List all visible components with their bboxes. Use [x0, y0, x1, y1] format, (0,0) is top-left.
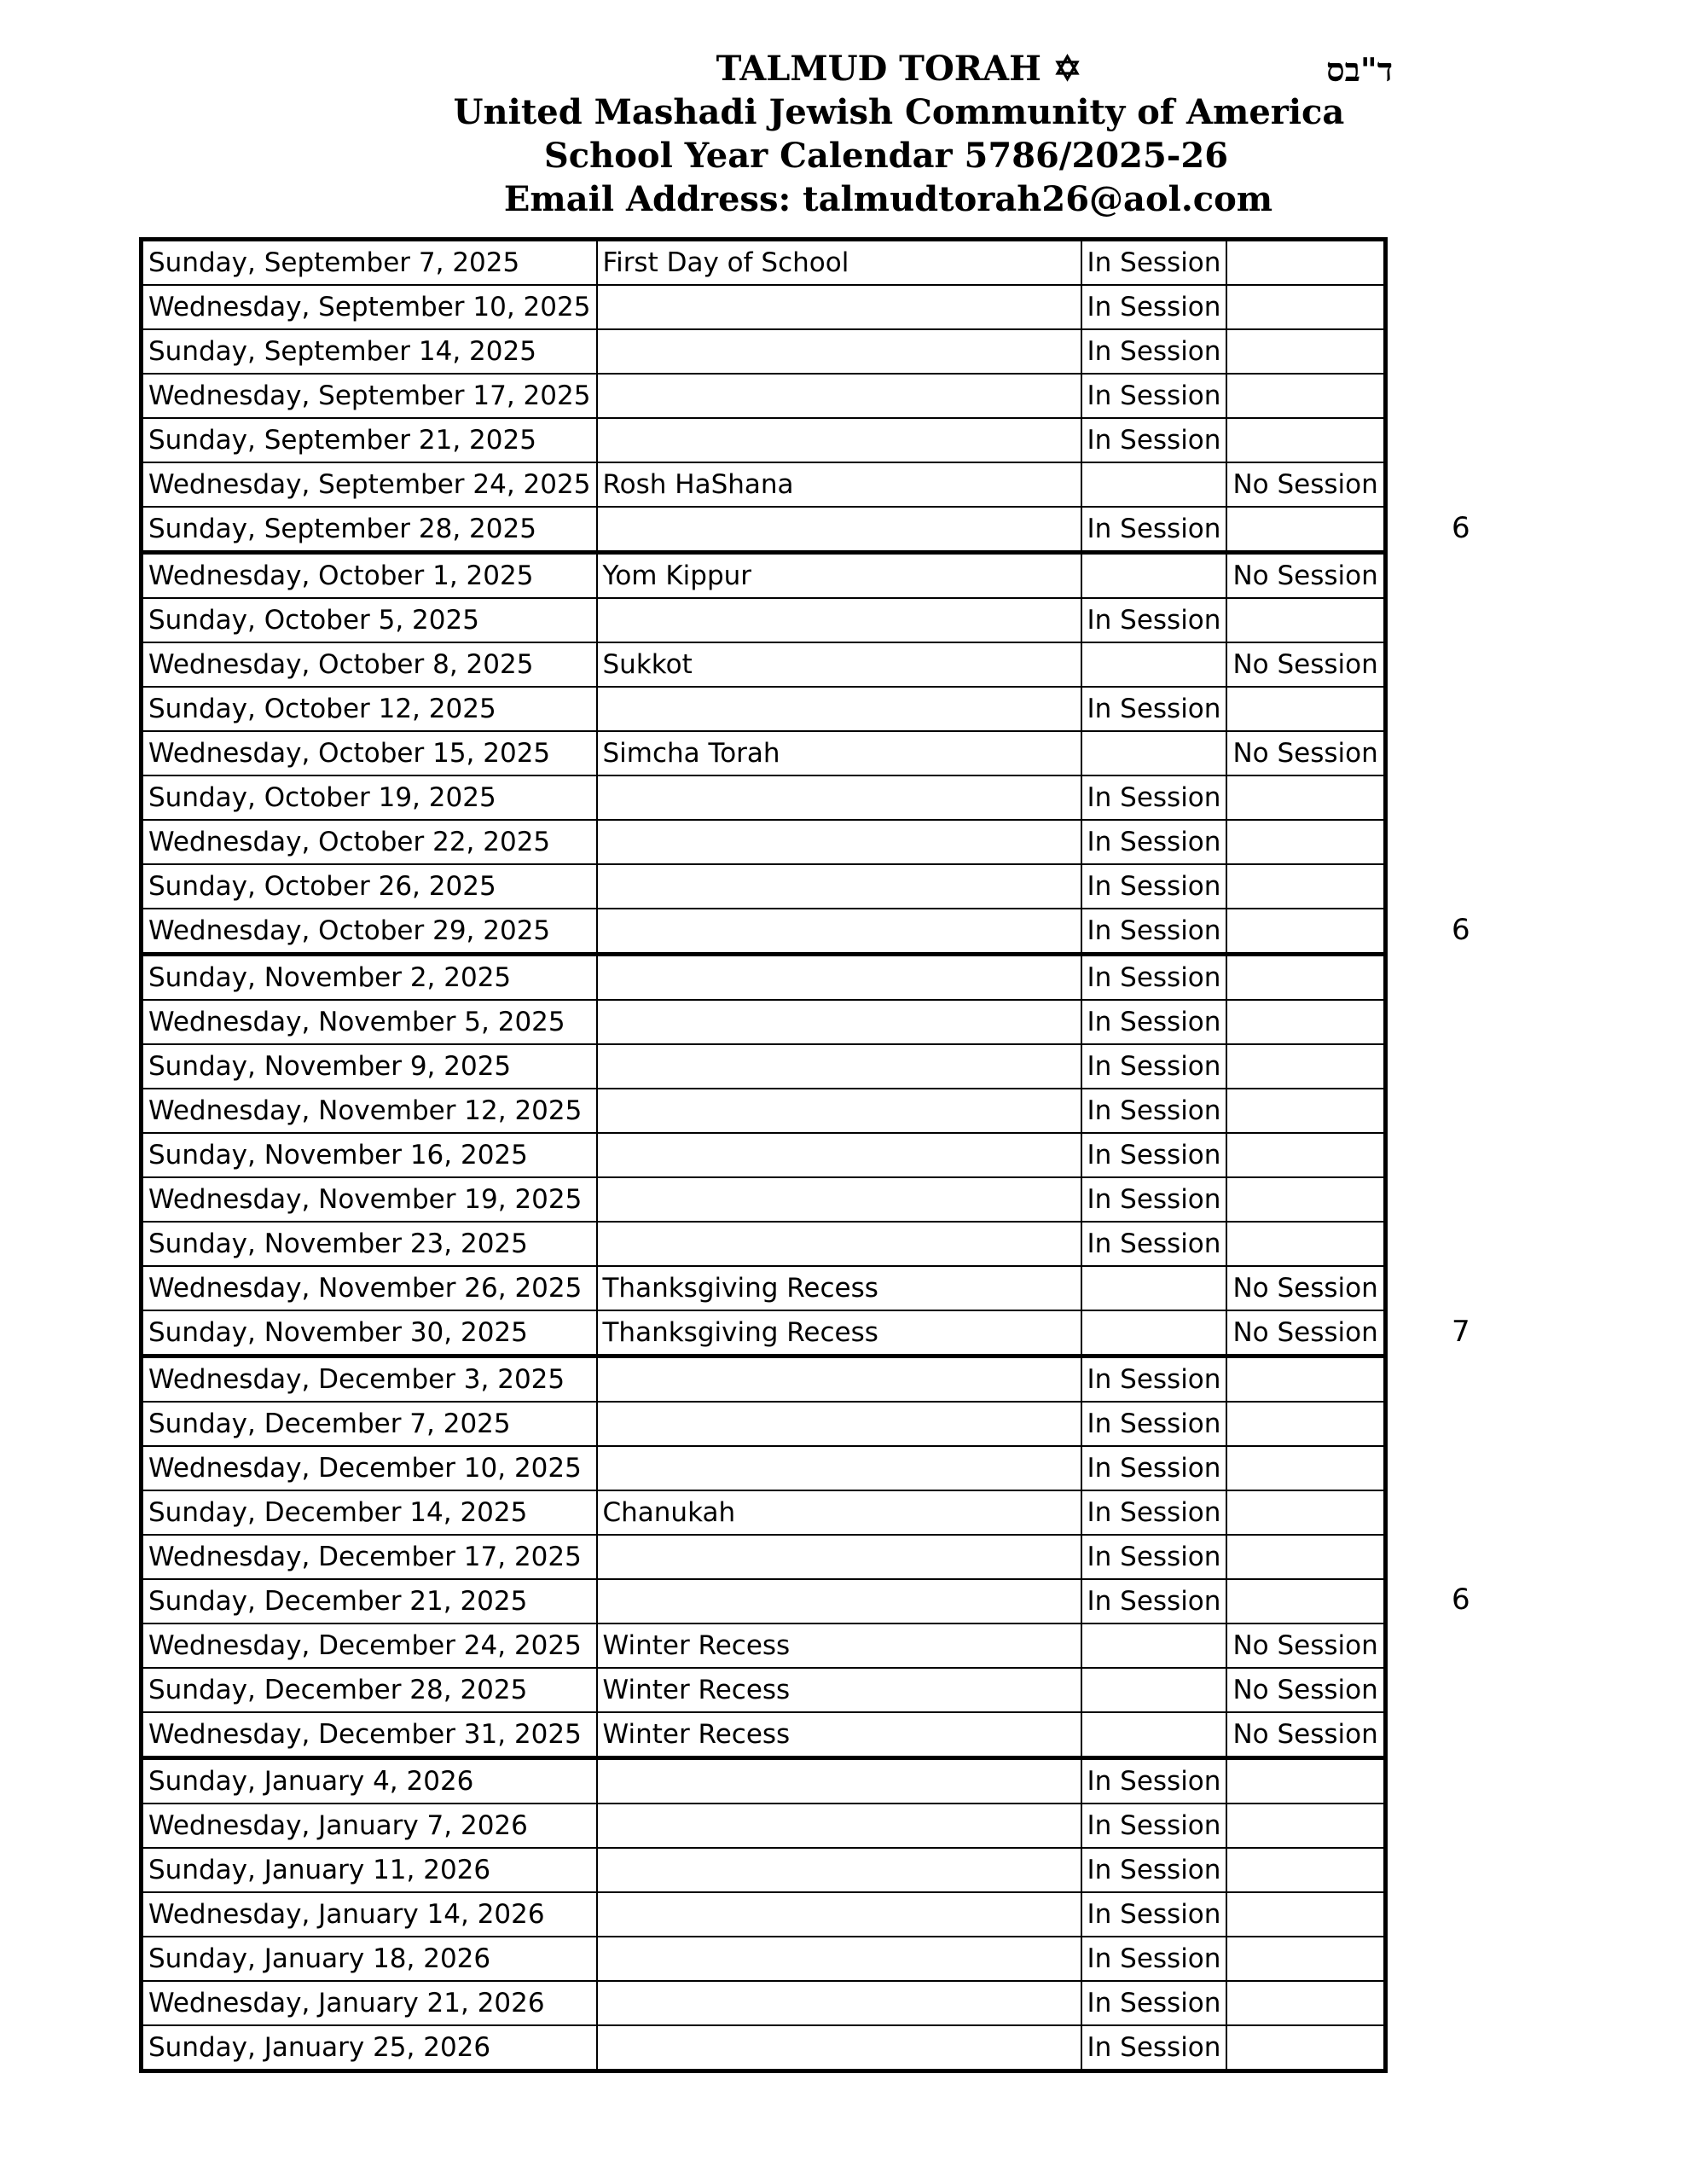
- in-session-cell: In Session: [1081, 1848, 1227, 1892]
- event-cell: [597, 507, 1081, 553]
- no-session-cell: No Session: [1226, 462, 1385, 507]
- event-cell: Sukkot: [597, 642, 1081, 687]
- date-cell: Sunday, November 30, 2025: [142, 1310, 597, 1356]
- calendar-row: [142, 955, 1386, 1001]
- in-session-cell: [1081, 1712, 1227, 1758]
- no-session-cell: [1226, 240, 1385, 286]
- calendar-row: [142, 1848, 1386, 1892]
- no-session-cell: [1226, 1937, 1385, 1981]
- in-session-cell: [1081, 1310, 1227, 1356]
- event-cell: [597, 687, 1081, 731]
- in-session-cell: In Session: [1081, 598, 1227, 642]
- calendar-row: [142, 687, 1386, 731]
- calendar-row: [142, 820, 1386, 864]
- date-cell: Wednesday, October 22, 2025: [142, 820, 597, 864]
- no-session-cell: [1226, 864, 1385, 909]
- date-cell: Sunday, December 28, 2025: [142, 1668, 597, 1712]
- event-cell: [597, 598, 1081, 642]
- no-session-cell: [1226, 1490, 1385, 1535]
- month-session-count: 6: [1452, 912, 1470, 947]
- no-session-cell: [1226, 1089, 1385, 1133]
- event-cell: [597, 1000, 1081, 1044]
- no-session-cell: [1226, 1044, 1385, 1089]
- date-cell: Sunday, January 25, 2026: [142, 2025, 597, 2071]
- in-session-cell: In Session: [1081, 1000, 1227, 1044]
- date-cell: Sunday, September 28, 2025: [142, 507, 597, 553]
- no-session-cell: No Session: [1226, 1266, 1385, 1310]
- in-session-cell: In Session: [1081, 1758, 1227, 1804]
- calendar-row: [142, 2025, 1386, 2071]
- no-session-cell: [1226, 1000, 1385, 1044]
- no-session-cell: [1226, 2025, 1385, 2071]
- event-cell: Thanksgiving Recess: [597, 1266, 1081, 1310]
- calendar-table: [139, 237, 1388, 2073]
- calendar-row: [142, 1222, 1386, 1266]
- calendar-row: [142, 1712, 1386, 1758]
- date-cell: Wednesday, September 24, 2025: [142, 462, 597, 507]
- no-session-cell: [1226, 418, 1385, 462]
- calendar-row: [142, 1402, 1386, 1446]
- in-session-cell: In Session: [1081, 1490, 1227, 1535]
- month-session-count: 7: [1452, 1314, 1470, 1349]
- in-session-cell: In Session: [1081, 909, 1227, 955]
- in-session-cell: In Session: [1081, 1044, 1227, 1089]
- in-session-cell: In Session: [1081, 1937, 1227, 1981]
- date-cell: Sunday, November 2, 2025: [142, 955, 597, 1001]
- in-session-cell: In Session: [1081, 1892, 1227, 1937]
- in-session-cell: [1081, 642, 1227, 687]
- document-header: [0, 47, 1687, 221]
- in-session-cell: In Session: [1081, 418, 1227, 462]
- date-cell: Sunday, December 14, 2025: [142, 1490, 597, 1535]
- event-cell: [597, 775, 1081, 820]
- calendar-row: [142, 731, 1386, 775]
- date-cell: Sunday, January 11, 2026: [142, 1848, 597, 1892]
- calendar-row: [142, 507, 1386, 553]
- no-session-cell: No Session: [1226, 731, 1385, 775]
- date-cell: Wednesday, December 10, 2025: [142, 1446, 597, 1490]
- calendar-row: [142, 553, 1386, 599]
- calendar-row: [142, 1310, 1386, 1356]
- in-session-cell: In Session: [1081, 2025, 1227, 2071]
- calendar-row: [142, 1133, 1386, 1177]
- in-session-cell: In Session: [1081, 329, 1227, 374]
- month-session-count: 6: [1452, 510, 1470, 545]
- event-cell: [597, 1177, 1081, 1222]
- in-session-cell: In Session: [1081, 285, 1227, 329]
- date-cell: Wednesday, December 31, 2025: [142, 1712, 597, 1758]
- in-session-cell: In Session: [1081, 775, 1227, 820]
- calendar-row: [142, 1535, 1386, 1579]
- event-cell: [597, 1848, 1081, 1892]
- event-cell: [597, 1356, 1081, 1403]
- organization-name: United Mashadi Jewish Community of America: [453, 92, 1345, 132]
- date-cell: Wednesday, January 14, 2026: [142, 1892, 597, 1937]
- calendar-row: [142, 1981, 1386, 2025]
- date-cell: Wednesday, January 7, 2026: [142, 1804, 597, 1848]
- calendar-row: [142, 1937, 1386, 1981]
- no-session-cell: [1226, 775, 1385, 820]
- date-cell: Wednesday, November 12, 2025: [142, 1089, 597, 1133]
- date-cell: Wednesday, December 3, 2025: [142, 1356, 597, 1403]
- calendar-row: [142, 285, 1386, 329]
- event-cell: [597, 374, 1081, 418]
- event-cell: [597, 820, 1081, 864]
- in-session-cell: In Session: [1081, 1446, 1227, 1490]
- event-cell: [597, 909, 1081, 955]
- date-cell: Wednesday, September 10, 2025: [142, 285, 597, 329]
- event-cell: [597, 329, 1081, 374]
- calendar-row: [142, 598, 1386, 642]
- no-session-cell: [1226, 1848, 1385, 1892]
- event-cell: [597, 1937, 1081, 1981]
- in-session-cell: In Session: [1081, 1804, 1227, 1848]
- no-session-cell: [1226, 1133, 1385, 1177]
- calendar-row: [142, 329, 1386, 374]
- in-session-cell: In Session: [1081, 1222, 1227, 1266]
- event-cell: [597, 864, 1081, 909]
- calendar-row: [142, 240, 1386, 286]
- in-session-cell: In Session: [1081, 864, 1227, 909]
- date-cell: Wednesday, October 15, 2025: [142, 731, 597, 775]
- no-session-cell: [1226, 820, 1385, 864]
- calendar-row: [142, 1490, 1386, 1535]
- event-cell: [597, 418, 1081, 462]
- event-cell: [597, 1222, 1081, 1266]
- no-session-cell: [1226, 1356, 1385, 1403]
- calendar-row: [142, 909, 1386, 955]
- date-cell: Sunday, December 7, 2025: [142, 1402, 597, 1446]
- calendar-row: [142, 864, 1386, 909]
- event-cell: [597, 1133, 1081, 1177]
- hebrew-heading: ד"בס: [1326, 50, 1394, 89]
- no-session-cell: [1226, 1222, 1385, 1266]
- date-cell: Wednesday, October 29, 2025: [142, 909, 597, 955]
- calendar-row: [142, 642, 1386, 687]
- no-session-cell: No Session: [1226, 1310, 1385, 1356]
- no-session-cell: [1226, 285, 1385, 329]
- date-cell: Wednesday, November 26, 2025: [142, 1266, 597, 1310]
- date-cell: Wednesday, October 8, 2025: [142, 642, 597, 687]
- no-session-cell: [1226, 507, 1385, 553]
- in-session-cell: In Session: [1081, 1177, 1227, 1222]
- no-session-cell: [1226, 1579, 1385, 1623]
- event-cell: Thanksgiving Recess: [597, 1310, 1081, 1356]
- in-session-cell: In Session: [1081, 374, 1227, 418]
- no-session-cell: [1226, 1535, 1385, 1579]
- no-session-cell: [1226, 687, 1385, 731]
- date-cell: Wednesday, November 5, 2025: [142, 1000, 597, 1044]
- month-session-count: 6: [1452, 1583, 1470, 1617]
- in-session-cell: [1081, 1668, 1227, 1712]
- event-cell: Rosh HaShana: [597, 462, 1081, 507]
- calendar-title: School Year Calendar 5786/2025-26: [543, 136, 1229, 176]
- calendar-row: [142, 1579, 1386, 1623]
- in-session-cell: In Session: [1081, 1981, 1227, 2025]
- in-session-cell: [1081, 1266, 1227, 1310]
- date-cell: Wednesday, January 21, 2026: [142, 1981, 597, 2025]
- no-session-cell: No Session: [1226, 1668, 1385, 1712]
- calendar-row: [142, 1044, 1386, 1089]
- no-session-cell: [1226, 598, 1385, 642]
- no-session-cell: No Session: [1226, 1623, 1385, 1668]
- no-session-cell: [1226, 374, 1385, 418]
- event-cell: [597, 1089, 1081, 1133]
- calendar-row: [142, 1804, 1386, 1848]
- date-cell: Wednesday, October 1, 2025: [142, 553, 597, 599]
- no-session-cell: [1226, 1981, 1385, 2025]
- date-cell: Sunday, September 21, 2025: [142, 418, 597, 462]
- event-cell: Simcha Torah: [597, 731, 1081, 775]
- calendar-row: [142, 1668, 1386, 1712]
- calendar-row: [142, 1356, 1386, 1403]
- date-cell: Sunday, January 18, 2026: [142, 1937, 597, 1981]
- event-cell: [597, 1535, 1081, 1579]
- in-session-cell: In Session: [1081, 1579, 1227, 1623]
- event-cell: [597, 1892, 1081, 1937]
- date-cell: Wednesday, December 17, 2025: [142, 1535, 597, 1579]
- in-session-cell: [1081, 553, 1227, 599]
- no-session-cell: [1226, 1402, 1385, 1446]
- in-session-cell: [1081, 731, 1227, 775]
- in-session-cell: In Session: [1081, 820, 1227, 864]
- email-address: Email Address: talmudtorah26@aol.com: [503, 179, 1273, 219]
- calendar-row: [142, 374, 1386, 418]
- no-session-cell: [1226, 1758, 1385, 1804]
- date-cell: Wednesday, November 19, 2025: [142, 1177, 597, 1222]
- school-title: TALMUD TORAH ✡: [716, 49, 1082, 89]
- date-cell: Wednesday, December 24, 2025: [142, 1623, 597, 1668]
- date-cell: Sunday, October 5, 2025: [142, 598, 597, 642]
- event-cell: Winter Recess: [597, 1623, 1081, 1668]
- in-session-cell: In Session: [1081, 1133, 1227, 1177]
- event-cell: First Day of School: [597, 240, 1081, 286]
- no-session-cell: [1226, 1446, 1385, 1490]
- event-cell: [597, 1981, 1081, 2025]
- calendar-row: [142, 1892, 1386, 1937]
- event-cell: [597, 1402, 1081, 1446]
- no-session-cell: [1226, 955, 1385, 1001]
- in-session-cell: In Session: [1081, 1089, 1227, 1133]
- no-session-cell: No Session: [1226, 1712, 1385, 1758]
- no-session-cell: No Session: [1226, 642, 1385, 687]
- date-cell: Sunday, September 7, 2025: [142, 240, 597, 286]
- in-session-cell: In Session: [1081, 240, 1227, 286]
- in-session-cell: In Session: [1081, 1356, 1227, 1403]
- event-cell: Winter Recess: [597, 1668, 1081, 1712]
- calendar-row: [142, 1000, 1386, 1044]
- event-cell: Yom Kippur: [597, 553, 1081, 599]
- no-session-cell: [1226, 329, 1385, 374]
- no-session-cell: [1226, 1892, 1385, 1937]
- event-cell: [597, 1579, 1081, 1623]
- in-session-cell: In Session: [1081, 955, 1227, 1001]
- date-cell: Wednesday, September 17, 2025: [142, 374, 597, 418]
- event-cell: Winter Recess: [597, 1712, 1081, 1758]
- event-cell: [597, 1446, 1081, 1490]
- calendar-row: [142, 418, 1386, 462]
- date-cell: Sunday, October 26, 2025: [142, 864, 597, 909]
- no-session-cell: [1226, 1177, 1385, 1222]
- no-session-cell: [1226, 909, 1385, 955]
- event-cell: [597, 2025, 1081, 2071]
- calendar-row: [142, 1089, 1386, 1133]
- calendar-row: [142, 1177, 1386, 1222]
- no-session-cell: No Session: [1226, 553, 1385, 599]
- calendar-row: [142, 1758, 1386, 1804]
- in-session-cell: In Session: [1081, 1402, 1227, 1446]
- calendar-row: [142, 462, 1386, 507]
- event-cell: [597, 1044, 1081, 1089]
- in-session-cell: In Session: [1081, 687, 1227, 731]
- in-session-cell: In Session: [1081, 507, 1227, 553]
- calendar-row: [142, 775, 1386, 820]
- event-cell: [597, 1758, 1081, 1804]
- calendar-row: [142, 1266, 1386, 1310]
- event-cell: [597, 285, 1081, 329]
- date-cell: Sunday, September 14, 2025: [142, 329, 597, 374]
- date-cell: Sunday, December 21, 2025: [142, 1579, 597, 1623]
- date-cell: Sunday, January 4, 2026: [142, 1758, 597, 1804]
- calendar-body: [142, 240, 1386, 2071]
- date-cell: Sunday, October 19, 2025: [142, 775, 597, 820]
- in-session-cell: In Session: [1081, 1535, 1227, 1579]
- date-cell: Sunday, November 23, 2025: [142, 1222, 597, 1266]
- date-cell: Sunday, November 9, 2025: [142, 1044, 597, 1089]
- date-cell: Sunday, November 16, 2025: [142, 1133, 597, 1177]
- event-cell: [597, 955, 1081, 1001]
- in-session-cell: [1081, 462, 1227, 507]
- event-cell: [597, 1804, 1081, 1848]
- in-session-cell: [1081, 1623, 1227, 1668]
- no-session-cell: [1226, 1804, 1385, 1848]
- calendar-row: [142, 1446, 1386, 1490]
- date-cell: Sunday, October 12, 2025: [142, 687, 597, 731]
- calendar-row: [142, 1623, 1386, 1668]
- event-cell: Chanukah: [597, 1490, 1081, 1535]
